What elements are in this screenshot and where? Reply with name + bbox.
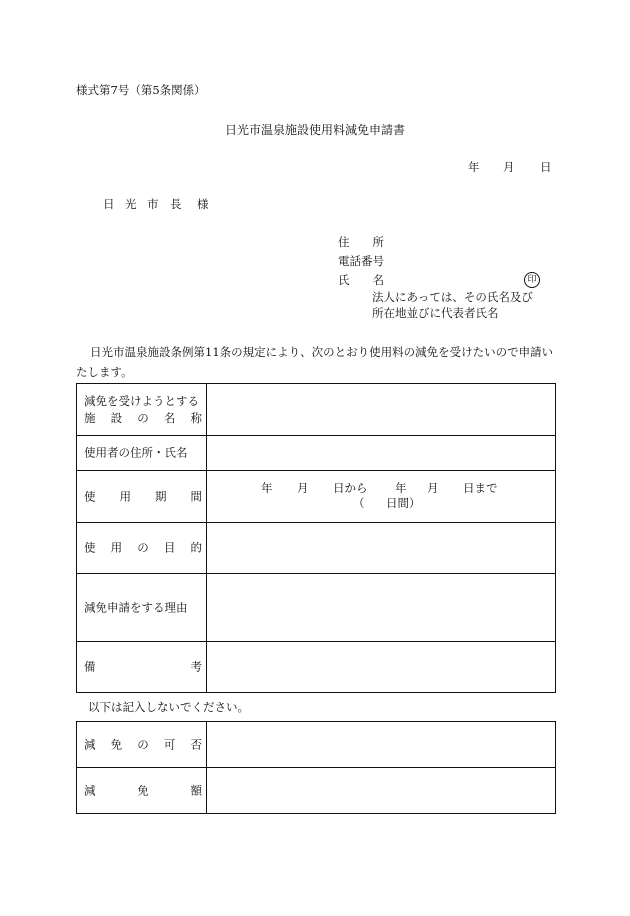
purpose-label xyxy=(77,523,207,573)
user-info-label xyxy=(77,436,207,470)
approval-label xyxy=(77,722,207,767)
label-char: 目 xyxy=(163,540,176,555)
office-use-note: 以下は記入しないでください。 xyxy=(88,700,249,714)
period-from-year: 年 xyxy=(261,481,273,495)
remarks-field[interactable] xyxy=(207,642,555,692)
remarks-label xyxy=(77,642,207,692)
label-char: 考 xyxy=(190,659,202,674)
corporate-note-line1: 法人にあっては、その氏名及び xyxy=(372,290,533,304)
table-row xyxy=(77,384,555,435)
table-row xyxy=(77,722,555,767)
label-char: 否 xyxy=(190,736,202,751)
date-month: 月 xyxy=(503,160,515,174)
corporate-note-line2: 所在地並びに代表者氏名 xyxy=(372,306,499,320)
user-info-field[interactable] xyxy=(207,436,555,470)
facility-name-label xyxy=(77,384,207,435)
label-char: 使 xyxy=(84,488,96,503)
document-title: 日光市温泉施設使用料減免申請書 xyxy=(224,123,405,137)
reduction-amount-field[interactable] xyxy=(207,768,555,813)
period-days: 日間） xyxy=(386,496,421,510)
table-row xyxy=(77,767,555,813)
label-char: 使 xyxy=(84,540,96,555)
label-char: 免 xyxy=(137,782,149,797)
addressee-char: 様 xyxy=(197,197,209,211)
period-from-day: 日から xyxy=(333,481,368,495)
label-char: 間 xyxy=(190,488,202,503)
period-open-paren: （ xyxy=(353,496,365,510)
usage-period-label xyxy=(77,471,207,522)
date-year: 年 xyxy=(468,160,480,174)
label-char: の xyxy=(137,736,149,751)
label-char: 減 xyxy=(84,782,96,797)
name-label: 氏 名 xyxy=(338,273,384,287)
period-to-day: 日まで xyxy=(463,481,498,495)
label-char: 期 xyxy=(155,488,167,503)
addressee-char: 光 xyxy=(125,197,137,211)
purpose-field[interactable] xyxy=(207,523,555,573)
label-char: 可 xyxy=(163,736,176,751)
label-char: 的 xyxy=(190,540,202,555)
reason-label xyxy=(77,574,207,641)
reduction-amount-label xyxy=(77,768,207,813)
addressee xyxy=(0,199,630,213)
table-row xyxy=(77,435,555,470)
approval-field[interactable] xyxy=(207,722,555,767)
reason-field[interactable] xyxy=(207,574,555,641)
date-day: 日 xyxy=(540,160,552,174)
address-label: 住 所 xyxy=(338,235,384,249)
table-row xyxy=(77,641,555,692)
period-to-month: 月 xyxy=(427,481,439,495)
label-char: の xyxy=(137,540,149,555)
reason-text: 減免申請をする理由 xyxy=(84,599,188,614)
table-row xyxy=(77,573,555,641)
label-char: の xyxy=(137,410,149,425)
addressee-char: 市 xyxy=(147,197,159,211)
addressee-char: 日 xyxy=(103,197,115,211)
form-number: 様式第7号（第5条関係） xyxy=(76,83,206,97)
application-table xyxy=(76,383,556,693)
facility-name-field[interactable] xyxy=(207,384,555,435)
label-char: 額 xyxy=(190,782,202,797)
addressee-char: 長 xyxy=(170,197,182,211)
label-char: 名 xyxy=(163,410,176,425)
usage-period-field[interactable] xyxy=(207,471,555,522)
application-statement: 日光市温泉施設条例第11条の規定により、次のとおり使用料の減免を受けたいので申請いたします。 xyxy=(76,345,554,379)
label-char: 称 xyxy=(190,410,202,425)
label-char: 設 xyxy=(110,410,123,425)
seal-mark: 印 xyxy=(524,272,540,288)
label-char: 備 xyxy=(84,659,96,674)
table-row xyxy=(77,522,555,573)
table-row xyxy=(77,470,555,522)
label-char: 免 xyxy=(110,736,123,751)
office-use-table xyxy=(76,721,556,814)
label-char: 減 xyxy=(84,736,96,751)
label-char: 用 xyxy=(119,488,131,503)
phone-label: 電話番号 xyxy=(338,254,384,268)
period-from-month: 月 xyxy=(297,481,309,495)
facility-name-line1: 減免を受けようとする xyxy=(84,393,199,408)
user-info-text: 使用者の住所・氏名 xyxy=(84,445,188,460)
label-char: 用 xyxy=(110,540,123,555)
label-char: 施 xyxy=(84,410,96,425)
period-to-year: 年 xyxy=(395,481,407,495)
